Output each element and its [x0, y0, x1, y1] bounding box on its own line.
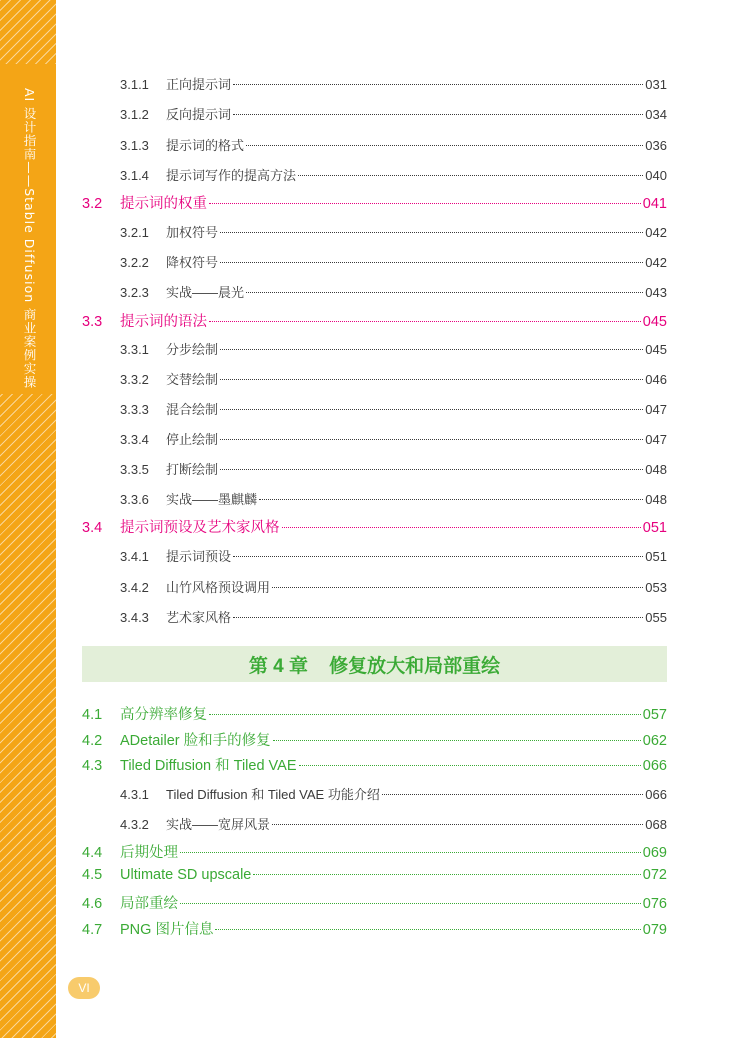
section-number: 4.6 — [82, 896, 103, 912]
entry-number: 3.1.2 — [120, 107, 149, 122]
entry-title: 实战——墨麒麟 — [166, 492, 258, 507]
entry-page: 045 — [645, 342, 667, 357]
toc-entry-3-3-5[interactable] — [120, 459, 667, 478]
section-page: 062 — [642, 733, 667, 749]
entry-number: 3.3.4 — [120, 432, 149, 447]
toc-entry-3-2-2[interactable] — [120, 252, 667, 271]
dot-leader — [215, 929, 640, 930]
entry-title: 山竹风格预设调用 — [166, 580, 271, 595]
dot-leader — [209, 714, 641, 715]
toc-entry-3-3-4[interactable] — [120, 429, 667, 448]
dot-leader — [220, 232, 643, 233]
toc-entry-3-4-1[interactable] — [120, 546, 667, 565]
section-page: 045 — [642, 314, 667, 330]
chapter-4-banner[interactable] — [82, 646, 667, 682]
toc-section-4-5[interactable] — [82, 867, 667, 883]
toc-entry-3-1-2[interactable] — [120, 104, 667, 123]
entry-page: 068 — [645, 817, 667, 832]
section-title: Ultimate SD upscale — [120, 867, 252, 883]
section-number: 3.4 — [82, 520, 103, 536]
toc-entry-4-3-2[interactable] — [120, 814, 667, 833]
dot-leader — [220, 439, 643, 440]
entry-page: 047 — [645, 402, 667, 417]
section-page: 072 — [642, 867, 667, 883]
entry-page: 043 — [645, 285, 667, 300]
section-page: 057 — [642, 707, 667, 723]
section-number: 4.4 — [82, 845, 103, 861]
chapter-title: 修复放大和局部重绘 — [329, 655, 501, 677]
dot-leader — [259, 499, 643, 500]
entry-title: 混合绘制 — [166, 402, 219, 417]
entry-number: 3.2.2 — [120, 255, 149, 270]
entry-page: 048 — [645, 492, 667, 507]
entry-title: Tiled Diffusion 和 Tiled VAE 功能介绍 — [166, 787, 380, 802]
dot-leader — [220, 262, 643, 263]
toc-entry-3-3-3[interactable] — [120, 399, 667, 418]
section-page: 076 — [642, 896, 667, 912]
section-number: 3.2 — [82, 196, 103, 212]
dot-leader — [246, 292, 643, 293]
dot-leader — [180, 903, 641, 904]
entry-page: 040 — [645, 168, 667, 183]
section-title: 提示词的语法 — [120, 314, 207, 330]
entry-title: 交替绘制 — [166, 372, 219, 387]
entry-title: 反向提示词 — [166, 107, 232, 122]
toc-section-4-4[interactable] — [82, 841, 667, 862]
toc-section-4-1[interactable] — [82, 703, 667, 724]
entry-page: 031 — [645, 77, 667, 92]
section-number: 3.3 — [82, 314, 103, 330]
dot-leader — [220, 409, 643, 410]
entry-number: 3.4.1 — [120, 549, 149, 564]
entry-number: 3.3.6 — [120, 492, 149, 507]
entry-number: 3.4.3 — [120, 610, 149, 625]
dot-leader — [272, 824, 643, 825]
entry-number: 3.3.2 — [120, 372, 149, 387]
toc-section-3-4[interactable] — [82, 516, 667, 537]
toc-section-3-2[interactable] — [82, 192, 667, 213]
entry-page: 053 — [645, 580, 667, 595]
toc-entry-4-3-1[interactable] — [120, 784, 667, 803]
entry-title: 提示词写作的提高方法 — [166, 168, 297, 183]
dot-leader — [233, 617, 643, 618]
toc-entry-3-2-1[interactable] — [120, 222, 667, 241]
dot-leader — [298, 175, 643, 176]
section-title: PNG 图片信息 — [120, 922, 214, 938]
entry-number: 4.3.2 — [120, 817, 149, 832]
entry-title: 降权符号 — [166, 255, 219, 270]
section-number: 4.2 — [82, 733, 103, 749]
section-page: 069 — [642, 845, 667, 861]
entry-page: 042 — [645, 255, 667, 270]
entry-title: 提示词预设 — [166, 549, 232, 564]
entry-page: 036 — [645, 138, 667, 153]
entry-number: 3.3.3 — [120, 402, 149, 417]
toc-entry-3-4-3[interactable] — [120, 607, 667, 626]
entry-title: 分步绘制 — [166, 342, 219, 357]
entry-page: 042 — [645, 225, 667, 240]
toc-entry-3-2-3[interactable] — [120, 282, 667, 301]
toc-entry-3-1-3[interactable] — [120, 135, 667, 154]
toc-section-4-6[interactable] — [82, 892, 667, 913]
toc-entry-3-3-2[interactable] — [120, 369, 667, 388]
dot-leader — [220, 469, 643, 470]
entry-number: 3.1.1 — [120, 77, 149, 92]
entry-title: 停止绘制 — [166, 432, 219, 447]
dot-leader — [282, 527, 641, 528]
entry-page: 034 — [645, 107, 667, 122]
entry-page: 047 — [645, 432, 667, 447]
entry-number: 4.3.1 — [120, 787, 149, 802]
chapter-label: 第 4 章 — [248, 655, 308, 677]
sidebar-book-title: AI 设计指南——Stable Diffusion 商业案例实操 — [22, 88, 37, 390]
section-title: 提示词预设及艺术家风格 — [120, 520, 280, 536]
entry-number: 3.2.3 — [120, 285, 149, 300]
section-page: 041 — [642, 196, 667, 212]
toc-entry-3-1-1[interactable] — [120, 74, 667, 93]
entry-page: 046 — [645, 372, 667, 387]
toc-entry-3-1-4[interactable] — [120, 165, 667, 184]
dot-leader — [272, 587, 643, 588]
entry-page: 051 — [645, 549, 667, 564]
section-number: 4.5 — [82, 867, 103, 883]
dot-leader — [220, 349, 643, 350]
entry-title: 提示词的格式 — [166, 138, 245, 153]
toc-section-3-3[interactable] — [82, 310, 667, 331]
section-page: 079 — [642, 922, 667, 938]
entry-page: 066 — [645, 787, 667, 802]
entry-title: 艺术家风格 — [166, 610, 232, 625]
dot-leader — [273, 740, 641, 741]
entry-number: 3.4.2 — [120, 580, 149, 595]
dot-leader — [382, 794, 643, 795]
entry-number: 3.1.4 — [120, 168, 149, 183]
entry-page: 048 — [645, 462, 667, 477]
entry-title: 实战——晨光 — [166, 285, 245, 300]
dot-leader — [253, 874, 640, 875]
section-title: 提示词的权重 — [120, 196, 207, 212]
section-title: 局部重绘 — [120, 896, 178, 912]
dot-leader — [233, 84, 643, 85]
toc-section-4-7[interactable] — [82, 918, 667, 939]
section-number: 4.1 — [82, 707, 103, 723]
dot-leader — [220, 379, 643, 380]
page-number-badge: VI — [68, 977, 100, 999]
section-title: 后期处理 — [120, 845, 178, 861]
dot-leader — [180, 852, 641, 853]
section-number: 4.3 — [82, 758, 103, 774]
toc-entry-3-3-6[interactable] — [120, 489, 667, 508]
dot-leader — [209, 203, 641, 204]
entry-title: 实战——宽屏风景 — [166, 817, 271, 832]
entry-number: 3.2.1 — [120, 225, 149, 240]
toc-entry-3-3-1[interactable] — [120, 339, 667, 358]
entry-title: 正向提示词 — [166, 77, 232, 92]
dot-leader — [233, 114, 643, 115]
entry-title: 打断绘制 — [166, 462, 219, 477]
entry-page: 055 — [645, 610, 667, 625]
section-page: 066 — [642, 758, 667, 774]
section-page: 051 — [642, 520, 667, 536]
dot-leader — [233, 556, 643, 557]
section-title: ADetailer 脸和手的修复 — [120, 733, 271, 749]
entry-number: 3.3.5 — [120, 462, 149, 477]
section-number: 4.7 — [82, 922, 103, 938]
toc-section-4-3[interactable] — [82, 754, 667, 775]
toc-section-4-2[interactable] — [82, 729, 667, 750]
entry-number: 3.1.3 — [120, 138, 149, 153]
dot-leader — [209, 321, 641, 322]
section-title: Tiled Diffusion 和 Tiled VAE — [120, 758, 297, 774]
entry-title: 加权符号 — [166, 225, 219, 240]
dot-leader — [246, 145, 643, 146]
dot-leader — [299, 765, 641, 766]
section-title: 高分辨率修复 — [120, 707, 207, 723]
entry-number: 3.3.1 — [120, 342, 149, 357]
toc-entry-3-4-2[interactable] — [120, 577, 667, 596]
